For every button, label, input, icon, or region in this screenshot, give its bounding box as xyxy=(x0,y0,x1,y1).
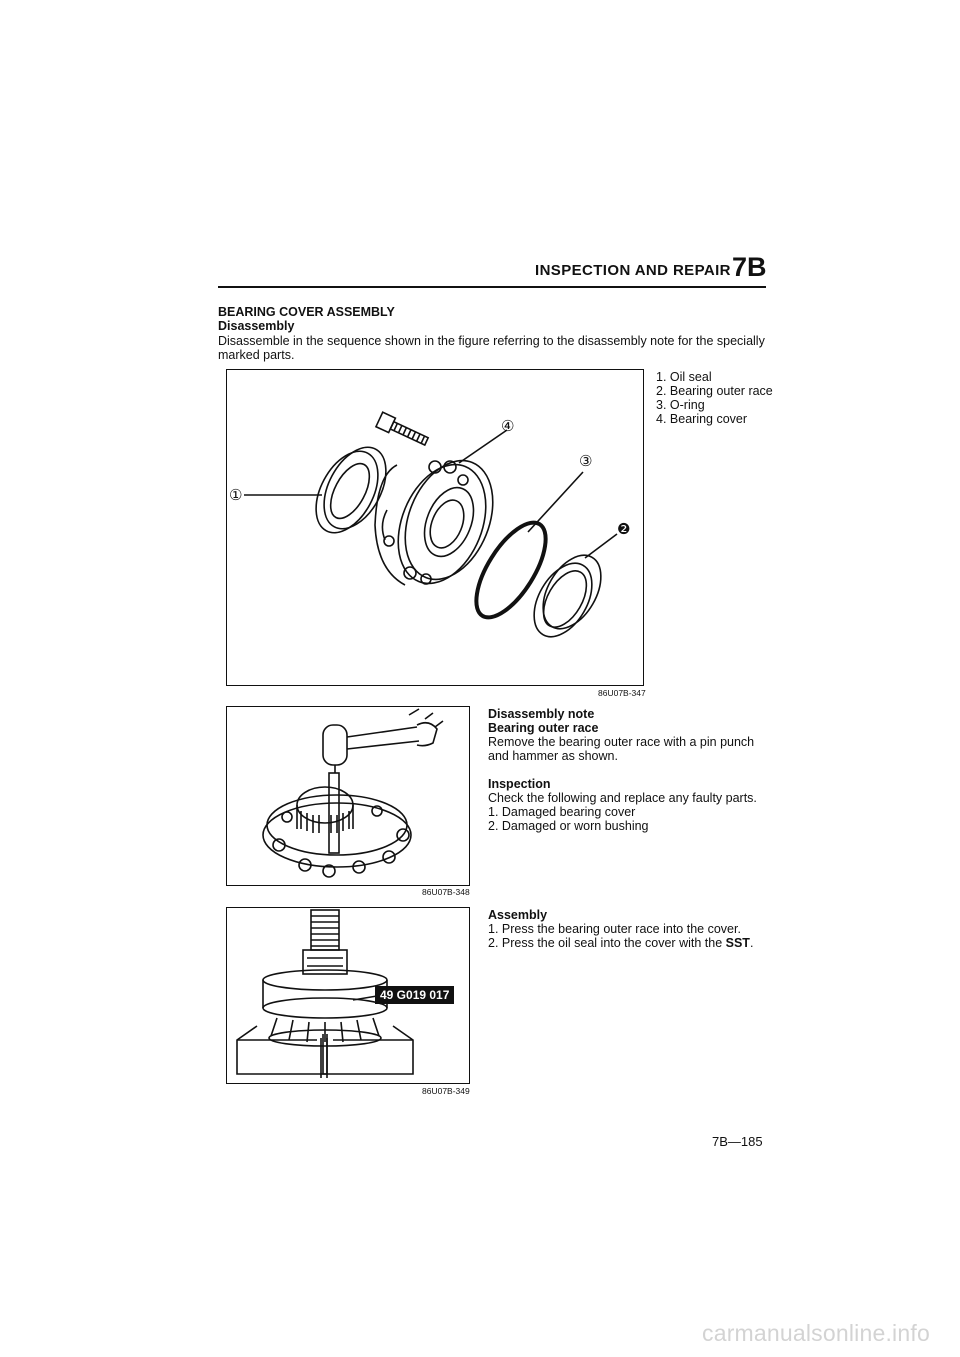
pin-punch-drawing xyxy=(227,707,468,884)
parts-legend xyxy=(656,370,776,426)
list-item: 1. Damaged bearing cover xyxy=(488,805,636,819)
pin-punch-figure xyxy=(226,706,470,886)
legend-item: 2. Bearing outer race xyxy=(656,384,773,398)
inspection-heading: Inspection xyxy=(488,777,551,791)
callout-1: ① xyxy=(229,487,243,504)
legend-item: 1. Oil seal xyxy=(656,370,712,384)
legend-item: 4. Bearing cover xyxy=(656,412,748,426)
header-rule xyxy=(218,286,766,288)
exploded-view-drawing xyxy=(227,370,642,684)
disassembly-note-heading: Disassembly note xyxy=(488,707,595,721)
tool-label: 49 G019 017 xyxy=(375,986,454,1004)
header-section-title: INSPECTION AND REPAIR xyxy=(535,262,731,279)
exploded-view-figure xyxy=(226,369,644,686)
disassembly-note-body: Remove the bearing outer race with a pin punch and hammer as shown. xyxy=(488,735,755,763)
legend-item: 3. O-ring xyxy=(656,398,705,412)
callout-4: ④ xyxy=(501,418,515,435)
sst-label: SST xyxy=(725,936,750,950)
figure2-code: 86U07B-348 xyxy=(422,887,470,897)
press-sst-figure xyxy=(226,907,470,1084)
watermark: carmanualsonline.info xyxy=(702,1320,930,1346)
assembly-step-2: 2. Press the oil seal into the cover with the SST. xyxy=(488,936,754,950)
section-subtitle: Disassembly xyxy=(218,319,295,333)
inspection-list xyxy=(488,805,649,833)
callout-2: ❷ xyxy=(617,521,631,538)
figure1-code: 86U07B-347 xyxy=(598,688,646,698)
figure3-code: 86U07B-349 xyxy=(422,1086,470,1096)
inspection-body: Check the following and replace any faulty parts. xyxy=(488,791,757,805)
section-title: BEARING COVER ASSEMBLY xyxy=(218,305,395,319)
assembly-heading: Assembly xyxy=(488,908,548,922)
header-chapter-number: 7B xyxy=(732,252,767,282)
disassembly-note-subheading: Bearing outer race xyxy=(488,721,599,735)
assembly-step-1: 1. Press the bearing outer race into the cover. xyxy=(488,922,741,936)
list-item: 2. Damaged or worn bushing xyxy=(488,819,649,833)
callout-3: ③ xyxy=(579,453,593,470)
page-number: 7B—185 xyxy=(712,1134,763,1149)
section-intro: Disassemble in the sequence shown in the figure referring to the disassembly note for the specially marked parts. xyxy=(218,334,765,362)
